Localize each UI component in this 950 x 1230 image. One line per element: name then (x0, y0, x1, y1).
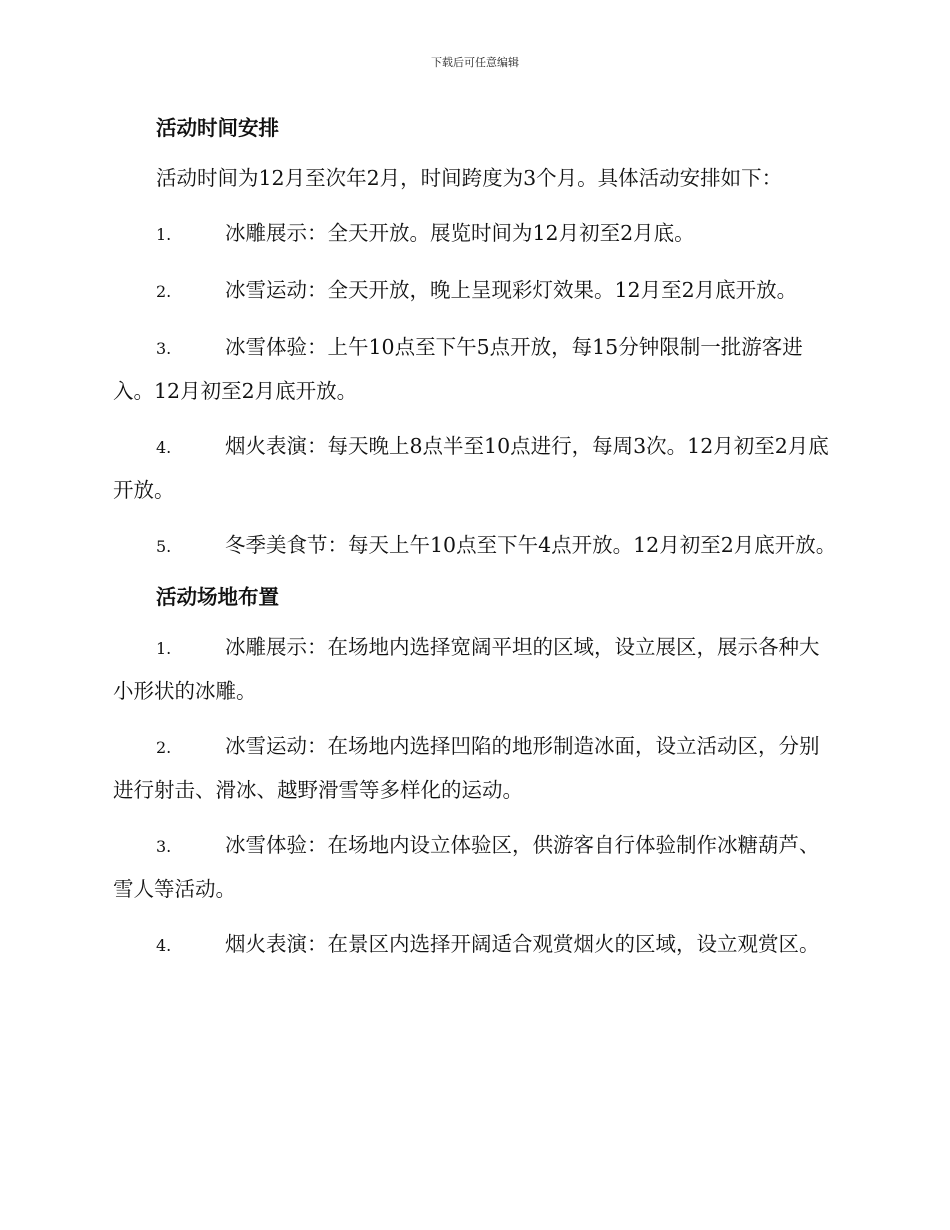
page-header: 下载后可任意编辑 (431, 56, 519, 69)
list-number: 1. (156, 639, 172, 658)
list-item-text: 烟火表演：在景区内选择开阔适合观赏烟火的区域，设立观赏区。 (225, 932, 820, 956)
schedule-intro-paragraph: 活动时间为12月至次年2月，时间跨度为3个月。具体活动安排如下： (156, 166, 783, 190)
list-item-text: 冬季美食节：每天上午10点至下午4点开放。12月初至2月底开放。 (225, 533, 837, 557)
list-item-text: 冰雪体验：上午10点至下午5点开放，每15分钟限制一批游客进入。12月初至2月底开放。 (113, 335, 803, 403)
schedule-list-item (113, 425, 838, 511)
list-item-text: 冰雪运动：全天开放，晚上呈现彩灯效果。12月至2月底开放。 (225, 278, 798, 302)
list-number: 2. (156, 738, 172, 757)
venue-list-item (113, 626, 838, 712)
list-number: 3. (156, 339, 172, 358)
list-number: 2. (156, 282, 172, 301)
section-heading-schedule: 活动时间安排 (156, 116, 279, 140)
list-number: 1. (156, 225, 172, 244)
section-heading-venue: 活动场地布置 (156, 585, 279, 609)
document-body (113, 112, 838, 980)
list-item-text: 冰雕展示：全天开放。展览时间为12月初至2月底。 (225, 221, 695, 245)
list-item-text: 冰雪运动：在场地内选择凹陷的地形制造冰面，设立活动区，分别进行射击、滑冰、越野滑雪等多样化的运动。 (113, 734, 820, 802)
list-number: 4. (156, 936, 172, 955)
list-item-text: 冰雪体验：在场地内设立体验区，供游客自行体验制作冰糖葫芦、雪人等活动。 (113, 833, 820, 901)
list-number: 3. (156, 837, 172, 856)
venue-list-item (113, 725, 838, 811)
list-item-text: 冰雕展示：在场地内选择宽阔平坦的区域，设立展区，展示各种大小形状的冰雕。 (113, 635, 820, 703)
schedule-list-item (113, 524, 838, 568)
list-item-text: 烟火表演：每天晚上8点半至10点进行，每周3次。12月初至2月底开放。 (113, 434, 829, 502)
schedule-list-item (113, 269, 838, 313)
list-number: 5. (156, 537, 172, 556)
venue-list-item (113, 824, 838, 910)
venue-list-item (113, 923, 838, 967)
list-number: 4. (156, 438, 172, 457)
schedule-list-item (113, 212, 838, 256)
schedule-list-item (113, 326, 838, 412)
